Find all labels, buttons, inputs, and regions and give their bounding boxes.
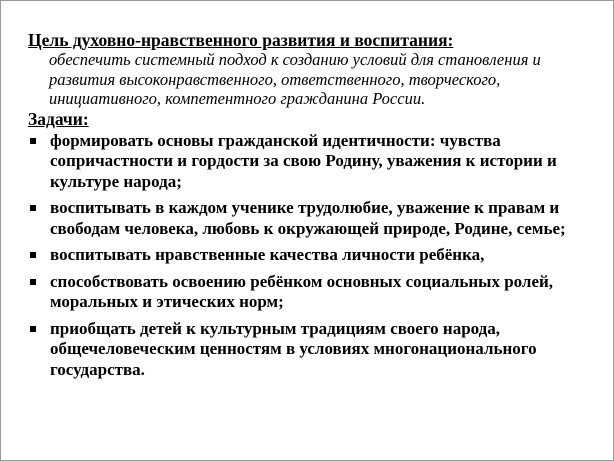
goal-text: обеспечить системный подход к созданию условий для становления и развития высоконравственного, ответственного, творческого, инициативного, компетентного гражданина России. — [49, 50, 541, 109]
task-item-text: формировать основы гражданской идентичности: чувства сопричастности и гордости за свою Родину, уважения к истории и культуре народа; — [50, 130, 557, 191]
task-item — [28, 272, 593, 313]
square-bullet-icon — [30, 279, 36, 285]
square-bullet-icon — [30, 138, 36, 144]
square-bullet-icon — [30, 326, 36, 332]
task-item-text: воспитывать нравственные качества личности ребёнка, — [50, 245, 485, 265]
task-item — [28, 319, 593, 381]
task-item — [28, 131, 593, 193]
task-item — [28, 198, 593, 239]
task-item-text: способствовать освоению ребёнком основных социальных ролей, моральных и этических норм; — [50, 271, 554, 312]
square-bullet-icon — [30, 252, 36, 258]
task-item-text: приобщать детей к культурным традициям своего народа, общечеловеческим ценностям в условиях многонационального государства. — [50, 318, 537, 379]
square-bullet-icon — [30, 205, 36, 211]
task-item-text: воспитывать в каждом ученике трудолюбие, уважение к правам и свободам человека, любовь к окружающей природе, Родине, семье; — [50, 198, 566, 238]
tasks-heading: Задачи: — [28, 108, 89, 129]
task-item — [28, 245, 593, 266]
tasks-list — [28, 131, 593, 381]
goal-heading: Цель духовно-нравственного развития и воспитания: — [28, 30, 454, 50]
slide-content — [28, 30, 593, 386]
